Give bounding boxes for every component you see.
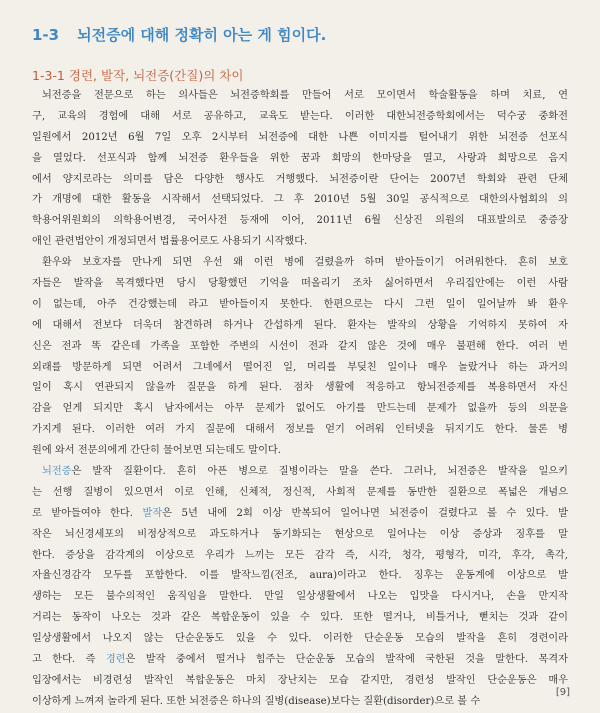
text-line: 에서 양지로라는 의미를 담은 다양한 행사도 거행했다. 뇌전증이란 단어는 2007년 학회와 관련 단체	[32, 173, 568, 185]
text-line: 한다. 증상을 감각계의 이상으로 우리가 느끼는 모든 감각 즉, 시각, 청각, 평형각, 미각, 후각, 촉각,	[32, 549, 568, 561]
text-line: 일이 혹시 연관되지 않을까 질문을 하게 된다. 점차 생활에 적응하고 항뇌전증제를 복용하면서 자신	[32, 382, 568, 394]
text-line: 감을 얻게 되지만 혹시 남자에서는 아무 문제가 없어도 아기를 만드는데 문제가 없을까 등의 의문을	[32, 403, 568, 415]
text-line: 일상생활에서 나오지 않는 단순운동도 있을 수 있다. 이러한 단순운동 모습의 발작을 흔히 경련이라	[32, 633, 568, 645]
text-line: 생하는 모든 불수의적인 움직임을 말한다. 만일 일상생활에서 나오는 입맛을 다시거나, 손을 만지작	[32, 591, 568, 603]
text-line: 구, 교육의 경험에 대해 서로 공유하고, 교육도 받는다. 이러한 대한뇌전증학회에서는 덕수궁 중화전	[32, 110, 568, 122]
text-line: 환우와 보호자를 만나게 되면 우선 왜 이런 병에 걸렸을까 하며 받아들이기 어려워한다. 흔히 보호	[42, 257, 568, 269]
text-line: 에 대해서 전보다 더욱더 참견하려 하거나 간섭하게 된다. 환자는 발작의 상황을 기억하지 못하여 자	[32, 319, 568, 331]
text-line: 가 개명에 대한 활동을 시작해서 선택되었다. 그 후 2010년 5월 30일 공식적으로 대한의사협회의 의	[32, 194, 568, 206]
highlighted-term: 경련	[105, 654, 126, 666]
text-line: 이 없는데, 아주 건강했는데 라고 받아들이지 못한다. 한편으로는 다시 그런 일이 일어날까 봐 환우	[32, 298, 568, 310]
text-line: 뇌전증을 전문으로 하는 의사들은 뇌전증학회를 만들어 서로 모이면서 학술활동을 하며 치료, 연	[42, 90, 568, 101]
text-line: 을 열었다. 선포식과 함께 뇌전증 환우들을 위한 꿈과 희망의 한마당을 열고, 사랑과 희망으로 음지	[32, 152, 568, 164]
subsection-number: 1-3-1	[32, 68, 65, 83]
text-line: 일원에서 2012년 6월 7일 오후 2시부터 뇌전증에 대한 나쁜 이미지를 털어내기 위한 뇌전증 선포식	[32, 131, 568, 143]
section-heading	[32, 24, 326, 45]
text-line: 가지게 된다. 이러한 여러 가지 질문에 대해서 정보를 얻기 어려워 인터넷을 뒤지기도 한다. 물론 병	[32, 424, 568, 436]
page-number: [9]	[555, 687, 570, 698]
text-line: 학용어위원회의 의학용어변경, 국어사전 등재에 이어, 2011년 6월 신상진 의원의 대표발의로 중증장	[32, 215, 568, 227]
paragraph	[32, 253, 568, 462]
highlighted-term: 뇌전증	[42, 466, 72, 478]
text-line: 애인 관련법안이 개정되면서 법률용어로도 사용되기 시작했다.	[32, 236, 308, 248]
subsection-heading	[32, 66, 243, 84]
highlighted-term: 발작	[142, 507, 163, 519]
text-line: 이상하게 느껴져 놀라게 된다. 또한 뇌전증은 하나의 질병(disease)보다는 질환(disorder)으로 볼 수	[32, 695, 481, 707]
text-line: 고 한다. 즉 경련은 발작 중에서 떨거나 힘주는 단순운동 모습의 발작에 국한된 것을 말한다. 목격자	[32, 654, 568, 666]
text-line: 거리는 동작이 나오는 것과 같은 복합운동이 있을 수 있다. 또한 떨거나, 비틀거나, 뻗치는 것과 같이	[32, 612, 568, 624]
paragraph	[32, 462, 568, 713]
section-title: 뇌전증에 대해 정확히 아는 게 힘이다.	[77, 26, 327, 44]
subsection-title: 경련, 발작, 뇌전증(간질)의 차이	[68, 68, 244, 83]
text-line: 자들은 발작을 목격했다면 당시 당황했던 기억을 떠올리기 조차 싫어하면서 우리집안에는 이런 사람	[32, 278, 568, 290]
text-line: 외래를 방문하게 되면 어려서 그네에서 떨어진 일, 머리를 부딪친 일이나 매우 놀랐거나 하는 과거의	[32, 361, 568, 373]
text-line: 는 선행 질병이 있으면서 이로 인해, 신체적, 정신적, 사회적 문제를 동반한 질환으로 폭넓은 개념으	[32, 486, 568, 498]
text-line: 원에 와서 전문의에게 간단히 물어보면 되는데도 말이다.	[32, 445, 282, 457]
text-line: 로 받아들여야 한다. 발작은 5년 내에 2회 이상 반복되어 일어나면 뇌전증이 걸렸다고 볼 수 있다. 발	[32, 507, 568, 519]
text-line: 뇌전증은 발작 질환이다. 흔히 아픈 병으로 질병이라는 말을 쓴다. 그러나, 뇌전증은 발작을 일으키	[42, 466, 568, 478]
text-line: 자율신경감각 모두를 포함한다. 이를 발작느낌(전조, aura)이라고 한다. 징후는 운동계에 이상으로 발	[32, 570, 568, 582]
text-line: 입장에서는 비경련성 발작인 복합운동은 마치 장난치는 모습 같지만, 경련성 발작인 단순운동은 매우	[32, 674, 568, 686]
body-text	[32, 86, 568, 713]
text-line: 신은 전과 똑 같은데 가족을 포함한 주변의 시선이 전과 같지 않은 것에 매우 불편해 한다. 여러 번	[32, 340, 568, 352]
paragraph	[32, 86, 568, 253]
text-line: 작은 뇌신경세포의 비정상적으로 과도하거나 동기화되는 현상으로 일어나는 이상 증상과 징후를 말	[32, 528, 568, 540]
section-number: 1-3	[32, 26, 60, 44]
